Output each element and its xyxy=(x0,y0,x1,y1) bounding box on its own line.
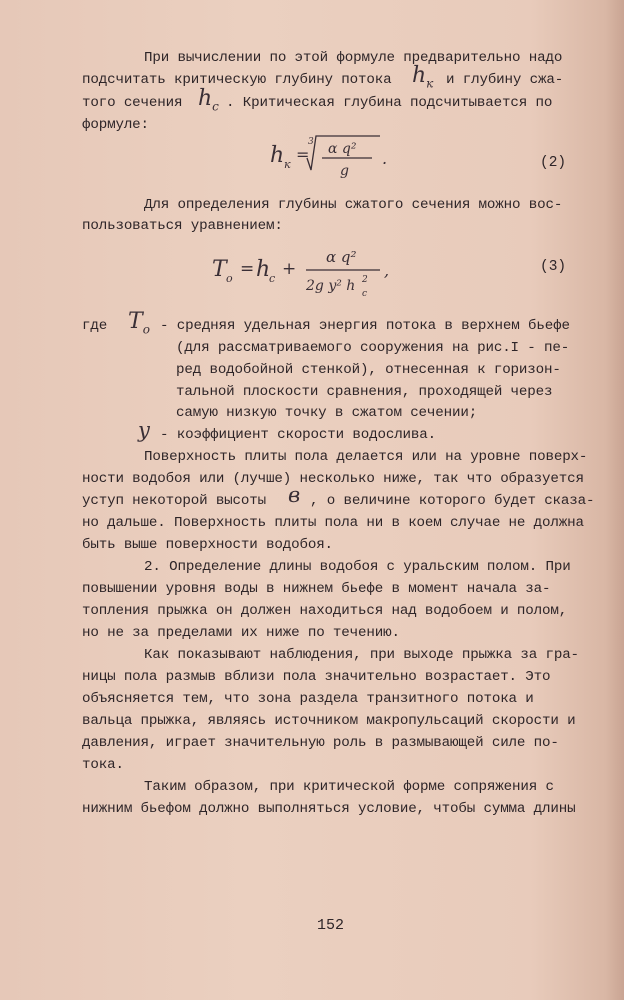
text-line: объясняется тем, что зона раздела транзитного потока и xyxy=(82,691,534,707)
text-line: тока. xyxy=(82,757,124,773)
svg-text:g: g xyxy=(340,163,349,179)
text-line: Поверхность плиты пола делается или на уровне поверх- xyxy=(144,449,588,465)
page-number: 152 xyxy=(317,917,345,934)
svg-text:c: c xyxy=(269,272,276,285)
equation-number: (2) xyxy=(540,155,567,171)
svg-text:o: o xyxy=(226,272,233,285)
formula-2 xyxy=(270,130,400,185)
equation-number: (3) xyxy=(540,259,567,275)
text-line: уступ некоторой высоты xyxy=(82,493,267,509)
text-line: Для определения глубины сжатого сечения можно вос- xyxy=(144,197,563,213)
svg-text:=: = xyxy=(240,259,255,279)
text-line: того сечения xyxy=(82,95,183,111)
text-line: ницы пола размыв вблизи пола значительно возрастает. Это xyxy=(82,669,551,685)
text-line: подсчитать критическую глубину потока xyxy=(82,72,392,88)
text-line: Таким образом, при критической форме сопряжения с xyxy=(144,779,554,795)
svg-text:2g y² h: 2g y² h xyxy=(306,278,356,294)
text-line: формуле: xyxy=(82,117,149,133)
text-line: быть выше поверхности водобоя. xyxy=(82,537,333,553)
text-line: давления, играет значительную роль в размывающей силе по- xyxy=(82,735,559,751)
text-line: ности водобоя или (лучше) несколько ниже, так что образуется xyxy=(82,471,584,487)
definition-line: ред водобойной стенкой), отнесенная к горизон- xyxy=(176,362,561,378)
text-line: топления прыжка он должен находиться над водобоем и полом, xyxy=(82,603,568,619)
symbol-b: в xyxy=(288,483,301,507)
text-line: , о величине которого будет сказа- xyxy=(310,493,595,509)
definition-line: - коэффициент скорости водослива. xyxy=(160,427,437,443)
text-line: но не за пределами их ниже по течению. xyxy=(82,625,400,641)
svg-text:T: T xyxy=(212,257,227,282)
text-line: При вычислении по этой формуле предварительно надо xyxy=(144,50,563,66)
svg-text:h: h xyxy=(256,257,271,282)
text-line: . Критическая глубина подсчитывается по xyxy=(226,95,553,111)
svg-text:=: = xyxy=(296,145,310,164)
symbol-to: $T_o$ xyxy=(128,309,150,337)
svg-text:,: , xyxy=(384,261,390,280)
symbol-hc: $h_с$ xyxy=(198,86,219,114)
text-line: но дальше. Поверхность плиты пола ни в коем случае не должна xyxy=(82,515,584,531)
formula-3 xyxy=(212,240,412,305)
symbol-y: y xyxy=(138,418,150,442)
text-line: нижним бьефом должно выполняться условие, чтобы сумма длины xyxy=(82,801,576,817)
text-line: вальца прыжка, являясь источником макропульсаций скорости и xyxy=(82,713,576,729)
text-line: повышении уровня воды в нижнем бьефе в момент начала за- xyxy=(82,581,551,597)
symbol-hk: $h_к$ xyxy=(412,63,434,91)
definition-line: тальной плоскости сравнения, проходящей через xyxy=(176,384,553,400)
svg-text:к: к xyxy=(284,158,291,171)
svg-text:h: h xyxy=(270,143,285,168)
svg-text:.: . xyxy=(382,149,388,168)
definition-line: самую низкую точку в сжатом сечении; xyxy=(176,405,478,421)
svg-text:3: 3 xyxy=(308,137,314,147)
svg-text:2: 2 xyxy=(362,275,368,285)
svg-text:+: + xyxy=(282,259,297,279)
text-line: и глубину сжа- xyxy=(446,72,564,88)
definition-line: - средняя удельная энергия потока в верхнем бьефе xyxy=(160,318,570,334)
svg-text:α q²: α q² xyxy=(326,248,357,266)
text-line: 2. Определение длины водобоя с уральским полом. При xyxy=(144,559,571,575)
text-line: Как показывают наблюдения, при выходе прыжка за гра- xyxy=(144,647,579,663)
svg-text:c: c xyxy=(362,289,368,299)
where-label: где xyxy=(82,318,108,334)
svg-text:α q²: α q² xyxy=(328,141,357,157)
text-line: пользоваться уравнением: xyxy=(82,218,283,234)
definition-line: (для рассматриваемого сооружения на рис.I - пе- xyxy=(176,340,570,356)
